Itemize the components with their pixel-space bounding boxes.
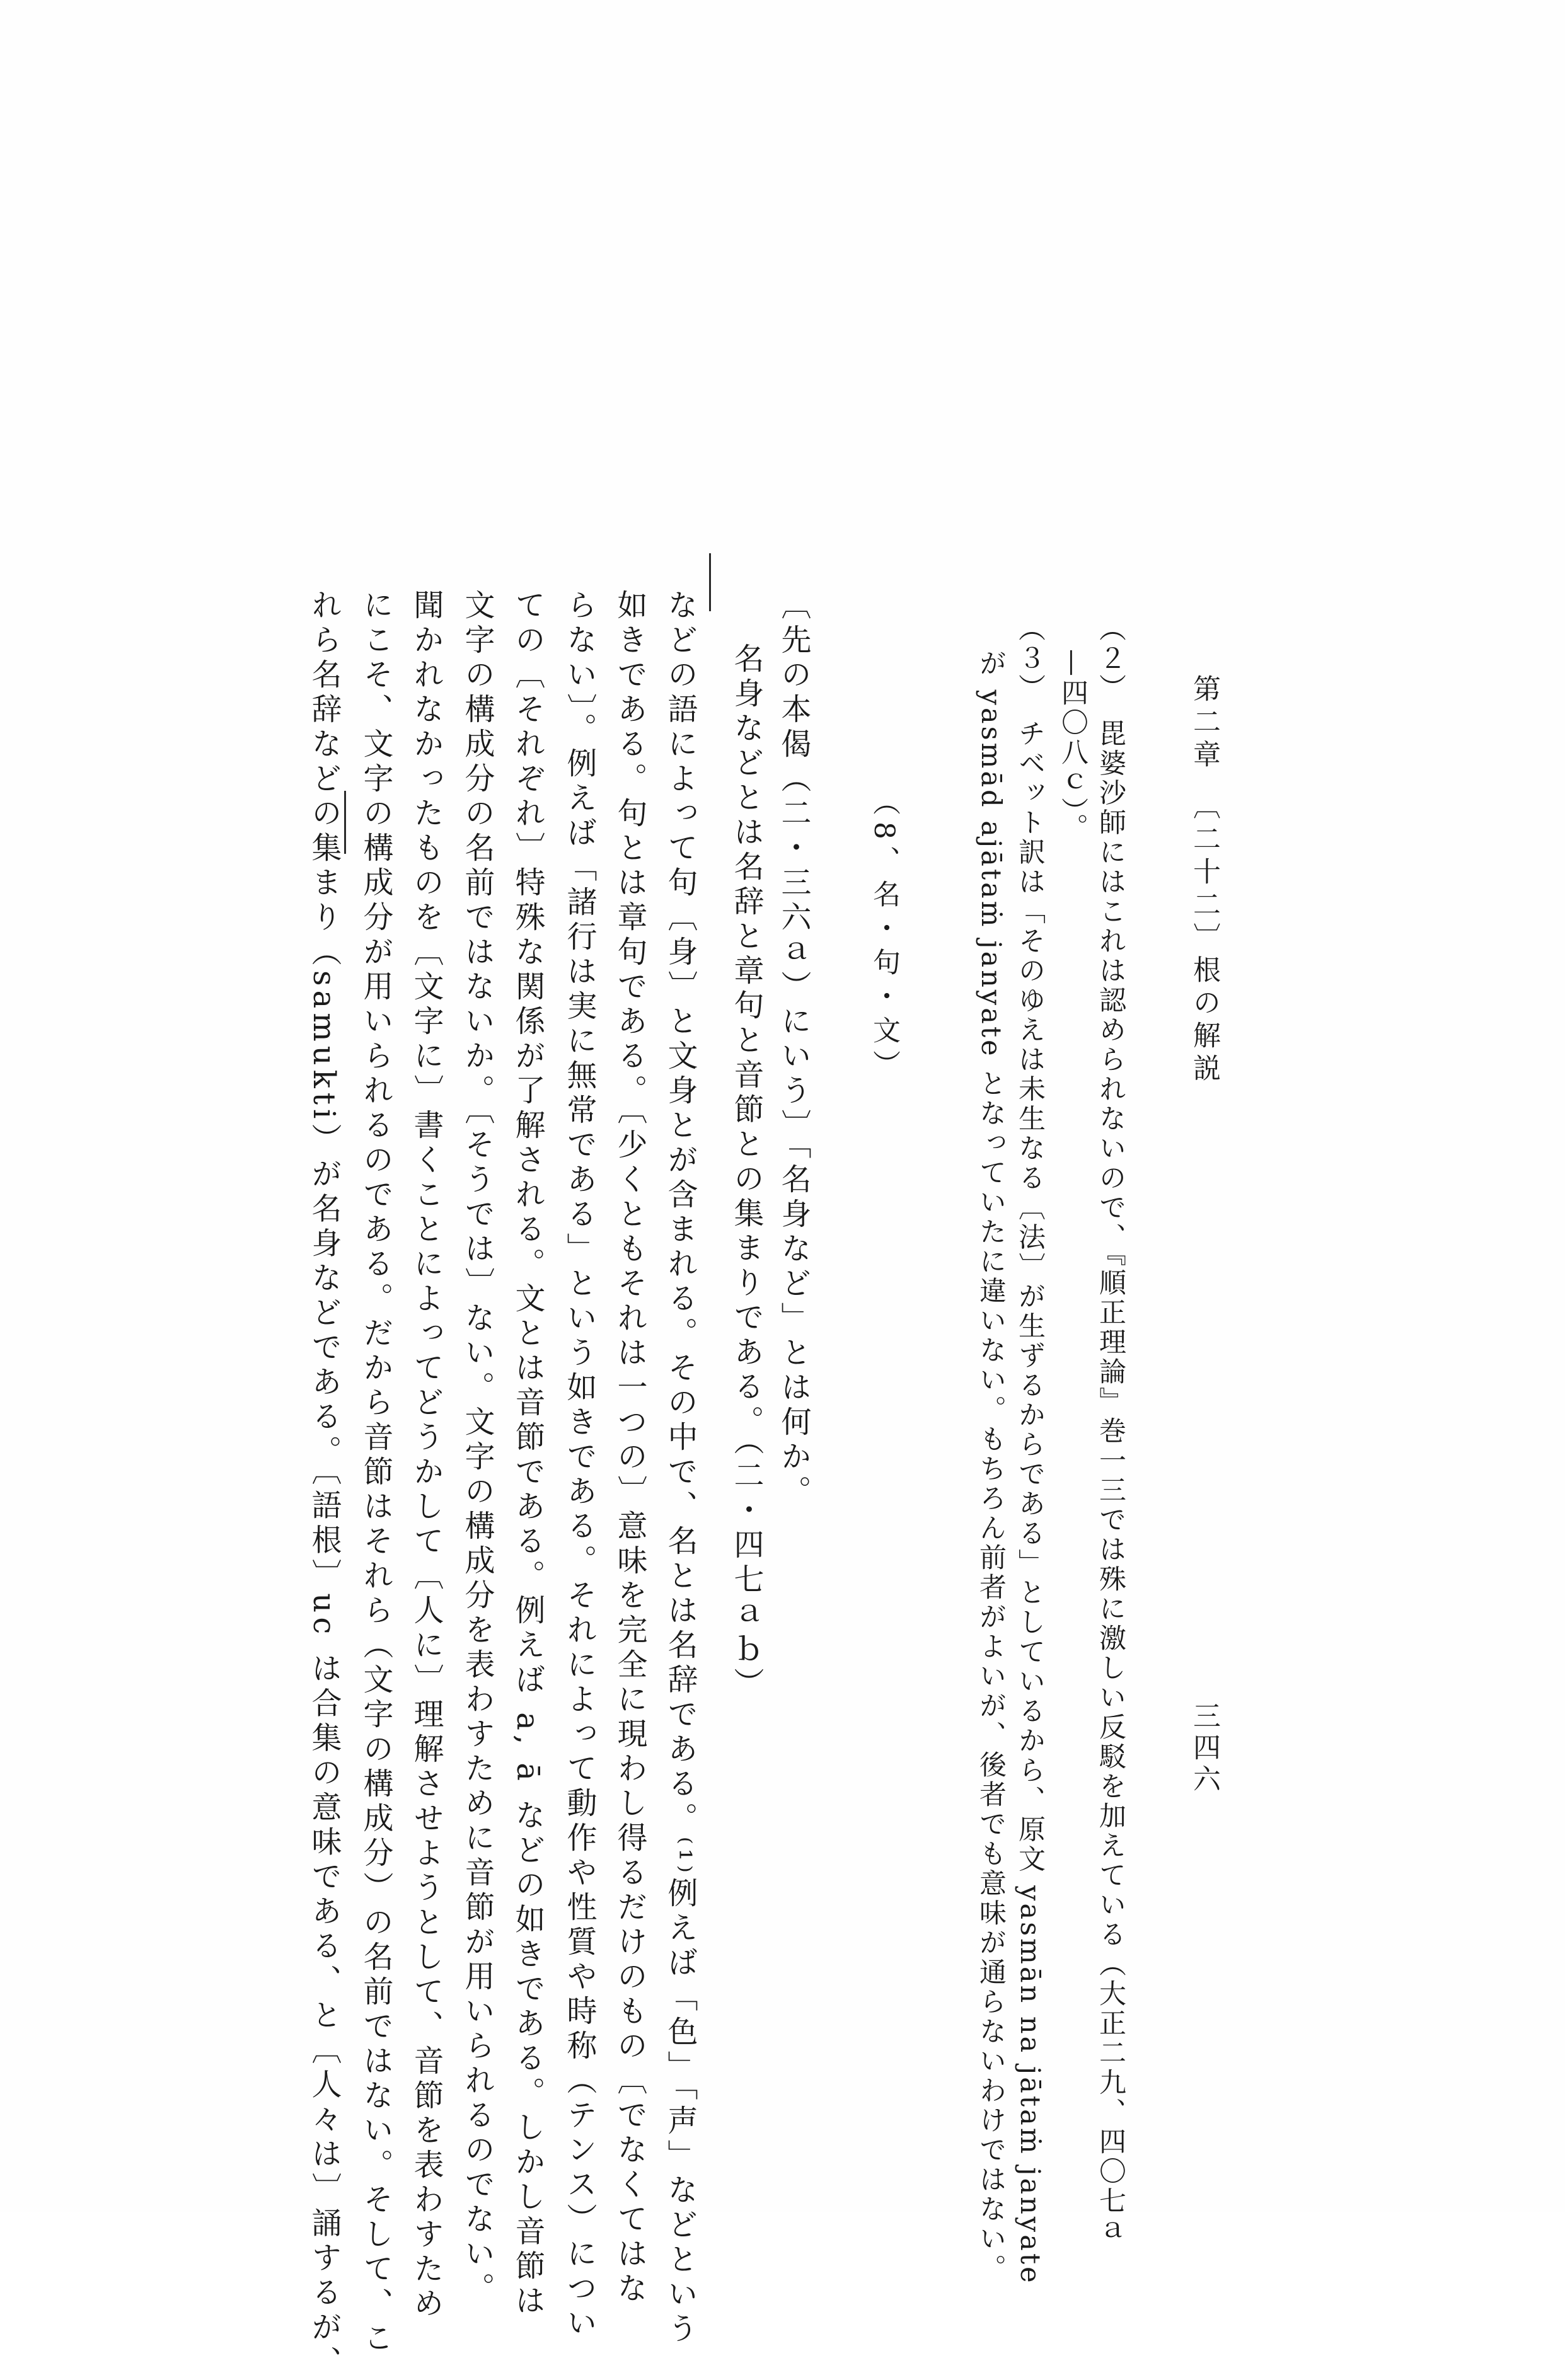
body-line-2: 如きである。句とは章句である。〔少くともそれは一つの〕意味を完全に現わし得るだけのもの〔でなくてはな [612, 589, 647, 2307]
running-head: 第二章 〔二十二〕根の解説 [1188, 674, 1220, 1086]
sidebar-rule [709, 553, 711, 611]
body-line-8: れら名辞などの集まり（samukti）が名身などである。〔語根〕uc は合集の意味である、と〔人々は〕誦するが、 [306, 589, 342, 2380]
note-3-line-1: （３） チベット訳は「そのゆえは未生なる〔法〕が生ずるからである」としているから、原文 yasmān na jātaṁ janyate [1014, 614, 1046, 2285]
body-line-4: ての〔それぞれ〕特殊な関係が了解される。文とは音節である。例えば a, ā などの如きである。しかし音節は [510, 589, 545, 2320]
note-3-line-2: が yasmād ajātaṁ janyate となっていたに違いない。もちろん前者がよいが、後者でも意味が通らないわけではない。 [975, 649, 1007, 2284]
body-line-5: 文字の構成分の名前ではないか。〔そうでは〕ない。文字の構成分を表わすために音節が用いられるのでない。 [459, 589, 495, 2307]
section-heading: （8、名・句・文） [868, 788, 900, 1084]
body-line-3: らない〕。例えば「諸行は実に無常である」という如きである。それによって動作や性質や時称（テンス）につい [562, 589, 597, 2342]
sidebar-rule-2 [344, 791, 346, 854]
note-2-line-2: —四〇八ｃ）。 [1057, 649, 1089, 843]
body-line-7: にこそ、文字の構成分が用いられるのである。だから音節はそれら（文字の構成分）の名前ではない。そして、こ [358, 589, 393, 2357]
page-number: 三四六 [1188, 1701, 1220, 1796]
body-line-6: 聞かれなかったものを〔文字に〕書くことによってどうかして〔人に〕理解させようとして、音節を表わすため [408, 589, 444, 2322]
verse-text: 名身などとは名辞と章句と音節との集まりである。（二・四七ａｂ） [729, 643, 764, 1702]
body-line-1: などの語によって句〔身〕と文身とが含まれる。その中で、名とは名辞である。⁽¹⁾例えば「色」「声」などという [662, 589, 698, 2347]
verse-intro: 〔先の本偈（二・三六ａ）にいう〕「名身など」とは何か。 [776, 589, 811, 1510]
note-2-line-1: （２） 毘婆沙師にはこれは認められないので、『順正理論』巻一三では殊に激しい反駁を加えている（大正二九、四〇七ａ [1095, 614, 1126, 2246]
